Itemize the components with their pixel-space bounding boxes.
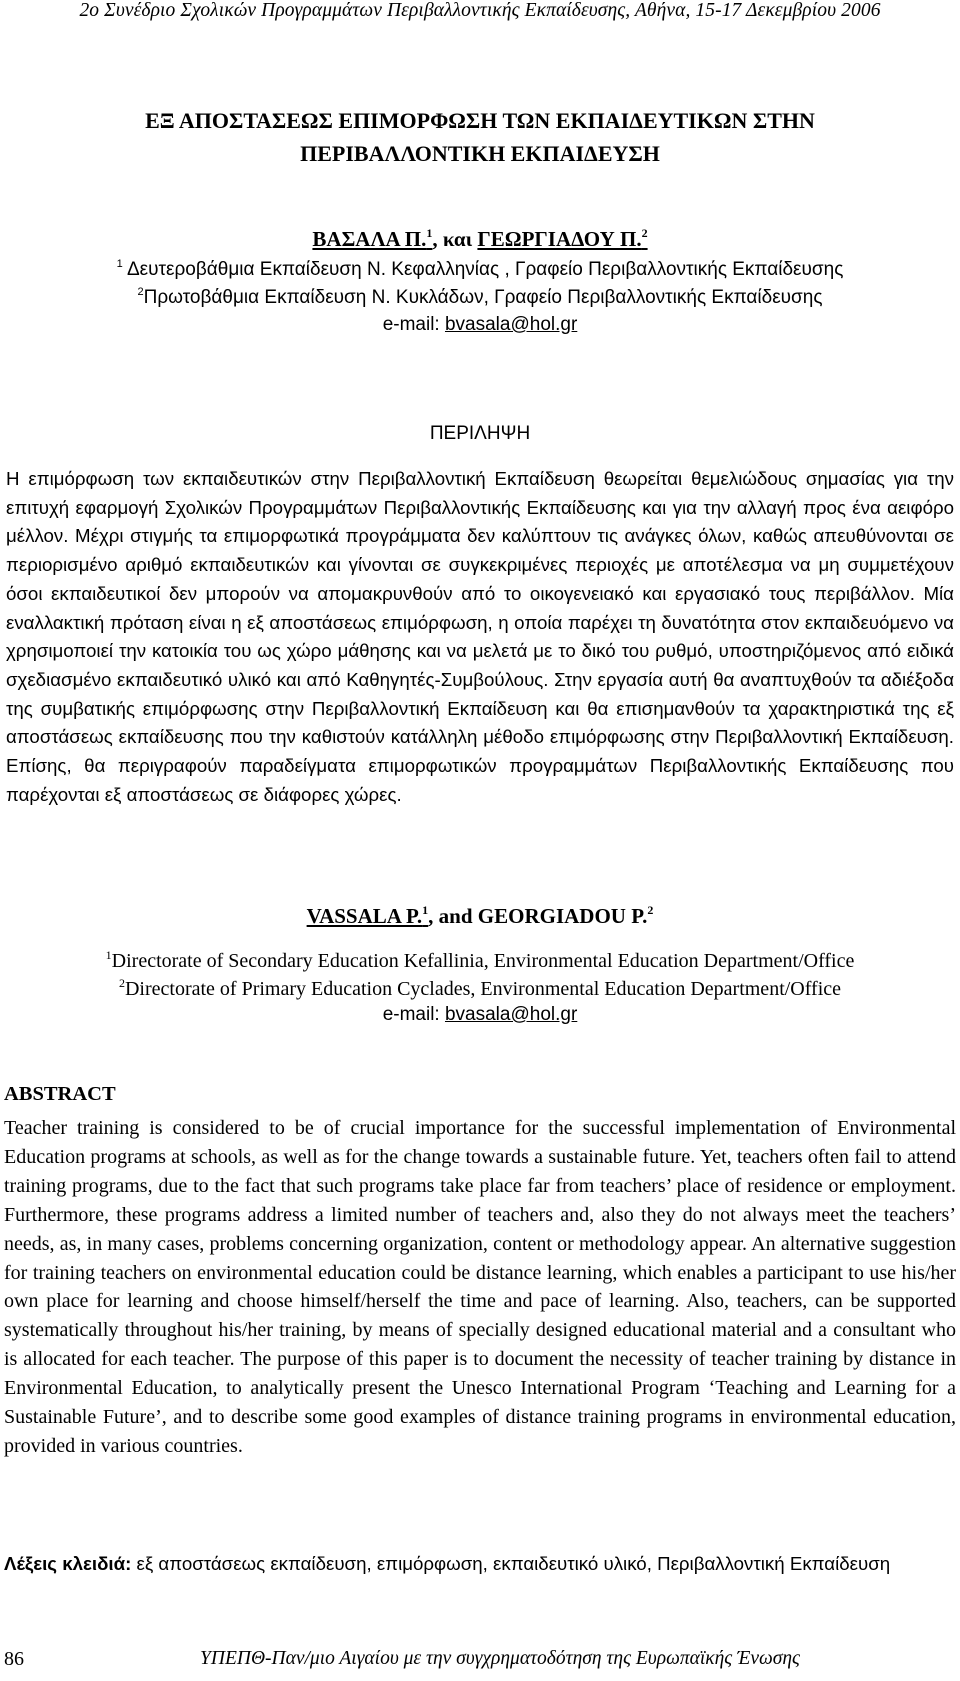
greek-author-2-affil-mark: 2	[641, 226, 648, 240]
english-author-2-affil-mark: 2	[647, 903, 654, 917]
greek-affiliation-1: $^1$ Δευτεροβάθμια Εκπαίδευση Ν. Κεφαλληνίας , Γραφείο Περιβαλλοντικής Εκπαίδευσης	[116, 258, 844, 280]
keywords	[4, 1550, 956, 1579]
english-affiliation-1: $^1$Directorate of Secondary Education Kefallinia, Environmental Education Department/Office	[105, 948, 855, 972]
running-header: 2ο Συνέδριο Σχολικών Προγραμμάτων Περιβαλλοντικής Εκπαίδευσης, Αθήνα, 15-17 Δεκεμβρίου 2006	[79, 0, 881, 21]
greek-affiliation-2: $^2$Πρωτοβάθμια Εκπαίδευση Ν. Κυκλάδων, Γραφείο Περιβαλλοντικής Εκπαίδευσης	[137, 286, 823, 308]
english-email-link[interactable]: bvasala@hol.gr	[444, 1004, 578, 1025]
footer-funding-note: ΥΠΕΠΘ-Παν/μιο Αιγαίου με την συγχρηματοδότηση της Ευρωπαϊκής Ένωσης	[200, 1648, 800, 1669]
english-authors	[0, 903, 960, 929]
greek-email-link[interactable]: bvasala@hol.gr	[444, 314, 578, 335]
english-author-2: GEORGIADOU P.$^2$	[477, 903, 654, 928]
greek-author-2: ΓΕΩΡΓΙΑΔΟΥ Π.$^2$	[477, 226, 648, 251]
greek-abstract-body: Η επιμόρφωση των εκπαιδευτικών στην Περιβαλλοντική Εκπαίδευση θεωρείται θεμελιώδους σημασίας για την επιτυχή εφαρμογή Σχολικών Προγραμμάτων Περιβαλλοντικής Εκπαίδευσης και για την αλλαγή προς ένα αειφόρο μέλλον. Μέχρι στιγμής τα επιμορφωτικά προγράμματα δεν καλύπτουν τις ανάγκες όλων, καθώς απευθύνονται σε περιορισμένο αριθμό εκπαιδευτικών και γίνονται σε συγκεκριμένες περιοχές με αποτέλεσμα να μη συμμετέχουν όσοι εκπαιδευτικοί δεν μπορούν να απομακρυνθούν από το οικογενειακό και εργασιακό τους περιβάλλον. Μία εναλλακτική πρόταση είναι η εξ αποστάσεως επιμόρφωση, η οποία παρέχει τη δυνατότητα στον εκπαιδευόμενο να χρησιμοποιεί την κατοικία του ως χώρο μάθησης και να μελετά με το δικό του ρυθμό, υποστηριζόμενος από ειδικά σχεδιασμένο εκπαιδευτικό υλικό και από Καθηγητές-Συμβούλους. Στην εργασία αυτή θα αναπτυχθούν τα αδιέξοδα της συμβατικής επιμόρφωσης στην Περιβαλλοντική Εκπαίδευση και θα επισημανθούν τα χαρακτηριστικά της εξ αποστάσεως εκπαίδευσης που την καθιστούν κατάλληλη μέθοδο επιμόρφωσης στην Περιβαλλοντική Εκπαίδευση. Επίσης, θα περιγραφούν παραδείγματα επιμορφωτικών προγραμμάτων Περιβαλλοντικής Εκπαίδευσης που παρέχονται εξ αποστάσεως σε διάφορες χώρες.	[6, 468, 954, 805]
paper-title-line-2: ΠΕΡΙΒΑΛΛΟΝΤΙΚΗ ΕΚΠΑΙΔΕΥΣΗ	[300, 141, 660, 166]
english-author-1: VASSALA P.$^1$	[306, 903, 429, 928]
english-author-1-affil-mark: 1	[422, 903, 429, 917]
keywords-label: Λέξεις κλειδιά:	[4, 1553, 132, 1574]
keywords-list: εξ αποστάσεως εκπαίδευση, επιμόρφωση, εκπαιδευτικό υλικό, Περιβαλλοντική Εκπαίδευση	[131, 1553, 891, 1574]
greek-author-separator: , και	[432, 227, 478, 251]
english-email-line: e-mail: bvasala@hol.gr	[382, 1004, 578, 1025]
english-abstract-body: Teacher training is considered to be of crucial importance for the successful implementation of Environmental Education programs at schools, as well as for the change towards a sustainable future. Yet, teachers often fail to attend training programs, due to the fact that such programs take place far from teachers’ place of residence or employment. Furthermore, these programs address a limited number of teachers and, also they do not always meet the teachers’ needs, as, in many cases, problems concerning organization, content or methodology appear. An alternative suggestion for training teachers on environmental education could be distance learning, which enables a participant to use his/her own place for learning and choose himself/herself the time and pace of learning. Also, teachers, can be supported systematically throughout his/her training, by means of specially designed educational material and a consultant who is allocated for each teacher. The purpose of this paper is to document the necessity of teacher training by distance in Environmental Education, to analytically present the Unesco International Program ‘Teaching and Learning for a Sustainable Future’, and to describe some good examples of distance training programs in environmental education, provided in various countries.	[4, 1117, 956, 1457]
paper-title	[0, 104, 960, 170]
greek-authors	[0, 226, 960, 252]
english-author-separator: , and	[428, 904, 478, 928]
greek-author-1: ΒΑΣΑΛΑ Π.$^1$	[312, 226, 433, 251]
greek-email-line: e-mail: bvasala@hol.gr	[382, 314, 578, 335]
greek-abstract-heading: ΠΕΡΙΛΗΨΗ	[429, 423, 531, 444]
english-affiliation-2: $^2$Directorate of Primary Education Cyclades, Environmental Education Department/Office	[118, 976, 842, 1000]
paper-title-line-1: ΕΞ ΑΠΟΣΤΑΣΕΩΣ ΕΠΙΜΟΡΦΩΣΗ ΤΩΝ ΕΚΠΑΙΔΕΥΤΙΚΩΝ ΣΤΗΝ	[145, 108, 815, 133]
page-number: 86	[4, 1648, 24, 1670]
english-abstract-heading: ABSTRACT	[4, 1083, 116, 1105]
greek-author-1-affil-mark: 1	[426, 226, 433, 240]
